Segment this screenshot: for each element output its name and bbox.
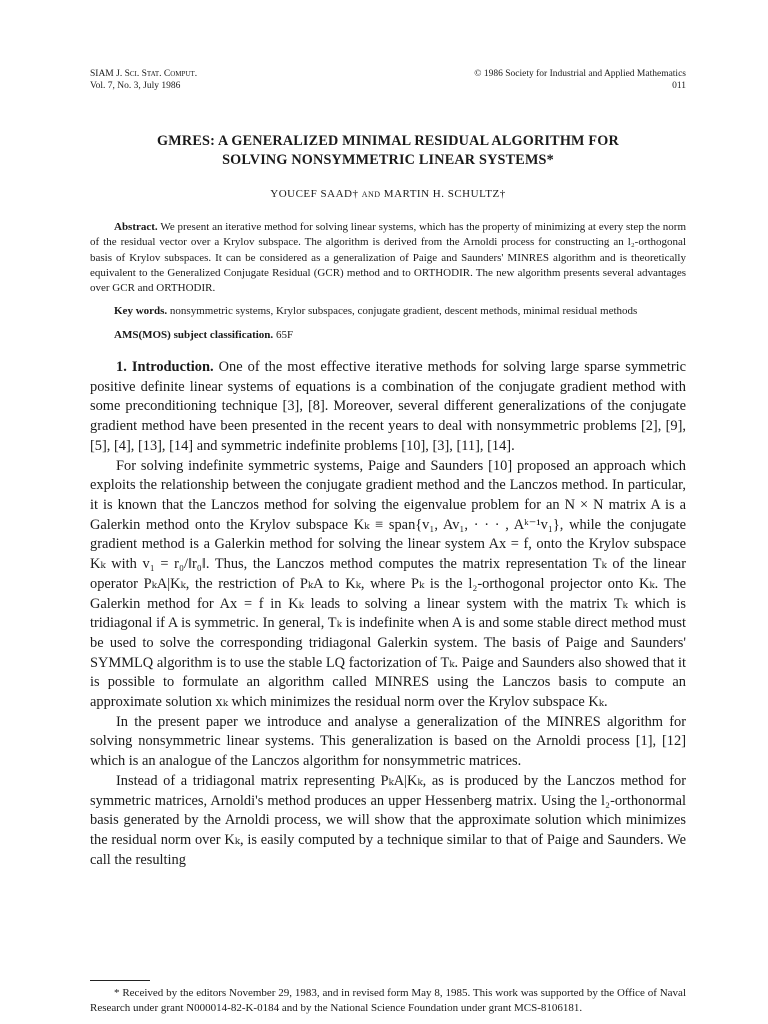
keywords-text: nonsymmetric systems, Krylor subspaces, conjugate gradient, descent methods, minimal residual methods (169, 305, 638, 318)
keywords (90, 304, 686, 319)
introduction-section (90, 358, 686, 870)
journal-volume: Vol. 7, No. 3, July 1986 (90, 81, 181, 91)
ams-classification (90, 328, 686, 343)
intro-paragraph-1 (90, 358, 686, 457)
journal-name: SIAM J. Sci. Stat. Comput. (90, 69, 198, 79)
keywords-label: Key words. (114, 305, 168, 318)
journal-info (90, 68, 197, 92)
page-code: 011 (672, 81, 686, 91)
ams-label: AMS(MOS) subject classification. (114, 328, 274, 341)
intro-paragraph-1-text: One of the most effective iterative methods for solving large sparse symmetric positive definite linear systems of equations is a combination of the conjugate gradient method with some preconditioning technique [3], [8]. Moreover, several different generalizations of the conjugate gradient method have been presented in the recent years to deal with nonsymmetric problems [2], [9], [5], [4], [13], [14] and symmetric indefinite problems [10], [3], [11], [14]. (90, 359, 686, 454)
footnote: * Received by the editors November 29, 1983, and in revised form May 8, 1985. This work was supported by the Office of Naval Research under grant N000014-82-K-0184 and by the National Science Foundation under grant MCS-8106181. (90, 987, 686, 1014)
intro-paragraph-2: For solving indefinite symmetric systems, Paige and Saunders [10] proposed an approach which exploits the relationship between the conjugate gradient method and the Lanczos method. In particular, it is known that the Lanczos method for solving the eigenvalue problem for an N × N matrix A is a Galerkin method onto the Krylov subspace Kₖ ≡ span{v₁, Av₁, · · · , Aᵏ⁻¹v₁}, while the conjugate gradient method is a Galerkin method for solving the linear system Ax = f, onto the Krylov subspace Kₖ with v₁ = r₀/‖r₀‖. Thus, the Lanczos method computes the matrix representation Tₖ of the linear operator PₖA|Kₖ, the restriction of PₖA to Kₖ, where Pₖ is the l₂-orthogonal projector onto Kₖ. The Galerkin method for Ax = f in Kₖ leads to solving a linear system with the matrix Tₖ which is tridiagonal if A is symmetric. In general, Tₖ is indefinite when A is and some stable direct method must be used to solve the corresponding tridiagonal Galerkin system. The basis of Paige and Saunders' SYMMLQ algorithm is to use the stable LQ factorization of Tₖ. Paige and Saunders also showed that it is possible to formulate an algorithm called MINRES using the Lanczos basis to compute an approximate solution xₖ which minimizes the residual norm over the Krylov subspace Kₖ. (90, 457, 686, 711)
paper-page (90, 68, 686, 870)
title-line-2: SOLVING NONSYMMETRIC LINEAR SYSTEMS* (222, 152, 554, 168)
authors: YOUCEF SAAD† and MARTIN H. SCHULTZ† (270, 188, 506, 200)
section-heading: 1. Introduction. (116, 359, 214, 376)
title-line-1: GMRES: A GENERALIZED MINIMAL RESIDUAL ALGORITHM FOR (157, 133, 619, 149)
ams-text: 65F (275, 328, 294, 341)
abstract (90, 220, 686, 296)
copyright-line: © 1986 Society for Industrial and Applied Mathematics (474, 69, 686, 79)
intro-paragraph-3: In the present paper we introduce and analyse a generalization of the MINRES algorithm for solving nonsymmetric linear systems. This generalization is based on the Arnoldi process [1], [12] which is an analogue of the Lanczos algorithm for nonsymmetric matrices. (90, 713, 686, 770)
abstract-text: We present an iterative method for solving linear systems, which has the property of minimizing at every step the norm of the residual vector over a Krylov subspace. The algorithm is derived from the Arnoldi process for constructing an l₂-orthogonal basis of Krylov subspaces. It can be considered as a generalization of Paige and Saunders' MINRES algorithm and is theoretically equivalent to the Generalized Conjugate Residual (GCR) method and to ORTHODIR. The new algorithm presents several advantages over GCR and ORTHODIR. (90, 221, 687, 295)
abstract-label: Abstract. (114, 221, 158, 233)
paper-title (90, 132, 686, 170)
footnote-rule (90, 980, 150, 981)
running-header (90, 68, 686, 92)
copyright-info (474, 68, 686, 92)
intro-paragraph-4: Instead of a tridiagonal matrix representing PₖA|Kₖ, as is produced by the Lanczos method for symmetric matrices, Arnoldi's method produces an upper Hessenberg matrix. Using the l₂-orthonormal basis generated by the Arnoldi process, we will show that the approximate solution which minimizes the residual norm over Kₖ, is easily computed by a technique similar to that of Paige and Saunders. We call the resulting (90, 772, 686, 868)
